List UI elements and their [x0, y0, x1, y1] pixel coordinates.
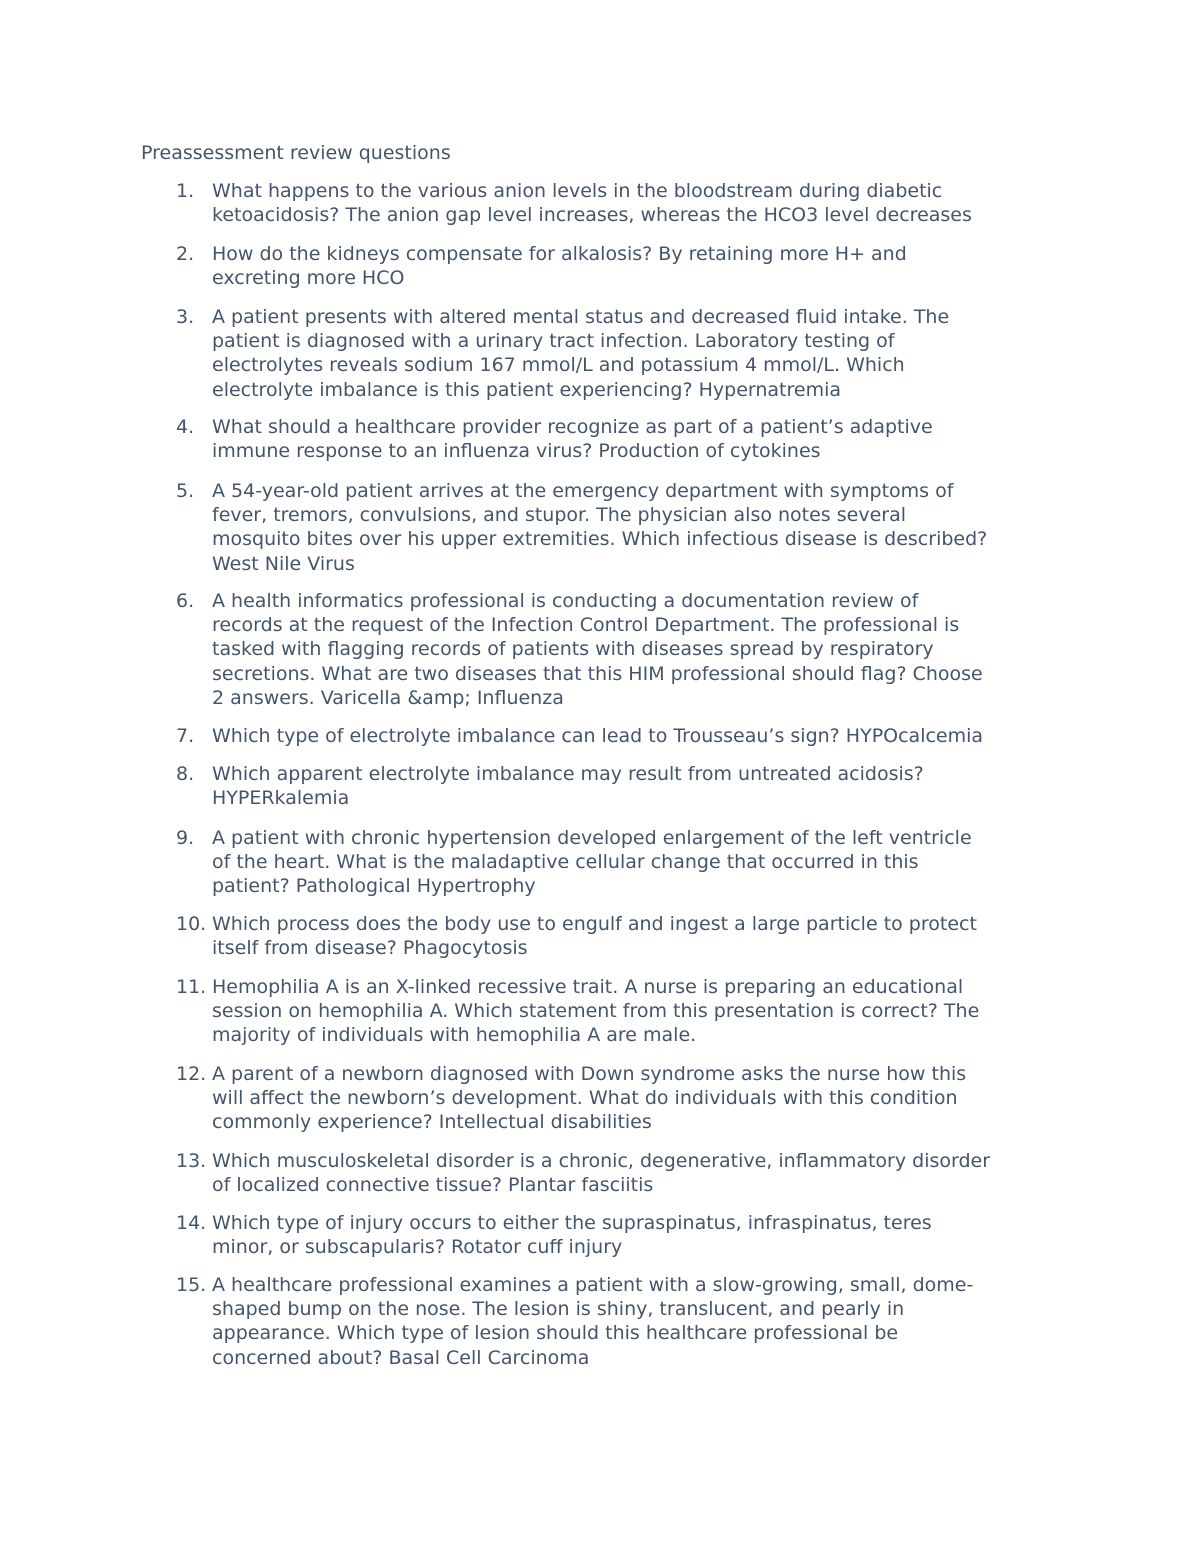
- question-number: 3.: [176, 306, 195, 328]
- question-text: Which type of electrolyte imbalance can lead to Trousseau’s sign? HYPOcalcemia: [212, 725, 984, 747]
- question-number: 2.: [176, 243, 195, 265]
- question-text: A 54-year-old patient arrives at the emergency department with symptoms of fever, tremors, convulsions, and stupor. The physician also notes several mosquito bites over his upper extremities. Which infectious disease is described? West Nile Virus: [212, 480, 988, 575]
- document-title: Preassessment review questions: [141, 142, 451, 164]
- question-text: Which apparent electrolyte imbalance may result from untreated acidosis? HYPERkalemia: [212, 763, 924, 810]
- question-number: 6.: [176, 590, 195, 612]
- question-text: A health informatics professional is conducting a documentation review of records at the request of the Infection Control Department. The professional is tasked with flagging records of patients with diseases spread by respiratory secretions. What are two diseases that this HIM professional should flag? Choose 2 answers. Varicella &amp; Influenza: [212, 590, 983, 709]
- question-number: 14.: [176, 1212, 207, 1234]
- question-text: How do the kidneys compensate for alkalosis? By retaining more H+ and excreting more HCO: [212, 243, 907, 290]
- question-text: A patient with chronic hypertension developed enlargement of the left ventricle of the heart. What is the maladaptive cellular change that occurred in this patient? Pathological Hypertrophy: [212, 827, 972, 898]
- question-text: Which type of injury occurs to either the supraspinatus, infraspinatus, teres minor, or subscapularis? Rotator cuff injury: [212, 1212, 932, 1259]
- question-text: Hemophilia A is an X-linked recessive trait. A nurse is preparing an educational session on hemophilia A. Which statement from this presentation is correct? The majority of individuals with hemophilia A are male.: [212, 976, 980, 1047]
- question-text: A healthcare professional examines a patient with a slow-growing, small, dome- shaped bump on the nose. The lesion is shiny, translucent, and pearly in appearance. Which type of lesion should this healthcare professional be concerned about? Basal Cell Carcinoma: [212, 1274, 974, 1369]
- question-number: 8.: [176, 763, 195, 785]
- question-number: 11.: [176, 976, 207, 998]
- question-number: 4.: [176, 416, 195, 438]
- question-number: 12.: [176, 1063, 207, 1085]
- question-number: 9.: [176, 827, 195, 849]
- question-number: 5.: [176, 480, 195, 502]
- question-text: What happens to the various anion levels in the bloodstream during diabetic ketoacidosis? The anion gap level increases, whereas the HCO3 level decreases: [212, 180, 972, 227]
- question-text: A parent of a newborn diagnosed with Down syndrome asks the nurse how this will affect the newborn’s development. What do individuals with this condition commonly experience? Intellectual disabilities: [212, 1063, 967, 1134]
- question-text: What should a healthcare provider recognize as part of a patient’s adaptive immune response to an influenza virus? Production of cytokines: [212, 416, 933, 463]
- question-number: 13.: [176, 1150, 207, 1172]
- question-text: Which musculoskeletal disorder is a chronic, degenerative, inflammatory disorder of localized connective tissue? Plantar fasciitis: [212, 1150, 991, 1197]
- question-text: A patient presents with altered mental status and decreased fluid intake. The patient is diagnosed with a urinary tract infection. Laboratory testing of electrolytes reveals sodium 167 mmol/L and potassium 4 mmol/L. Which electrolyte imbalance is this patient experiencing? Hypernatremia: [212, 306, 950, 401]
- question-number: 1.: [176, 180, 195, 202]
- question-number: 10.: [176, 913, 207, 935]
- question-text: Which process does the body use to engulf and ingest a large particle to protect itself from disease? Phagocytosis: [212, 913, 977, 960]
- question-number: 15.: [176, 1274, 207, 1296]
- question-number: 7.: [176, 725, 195, 747]
